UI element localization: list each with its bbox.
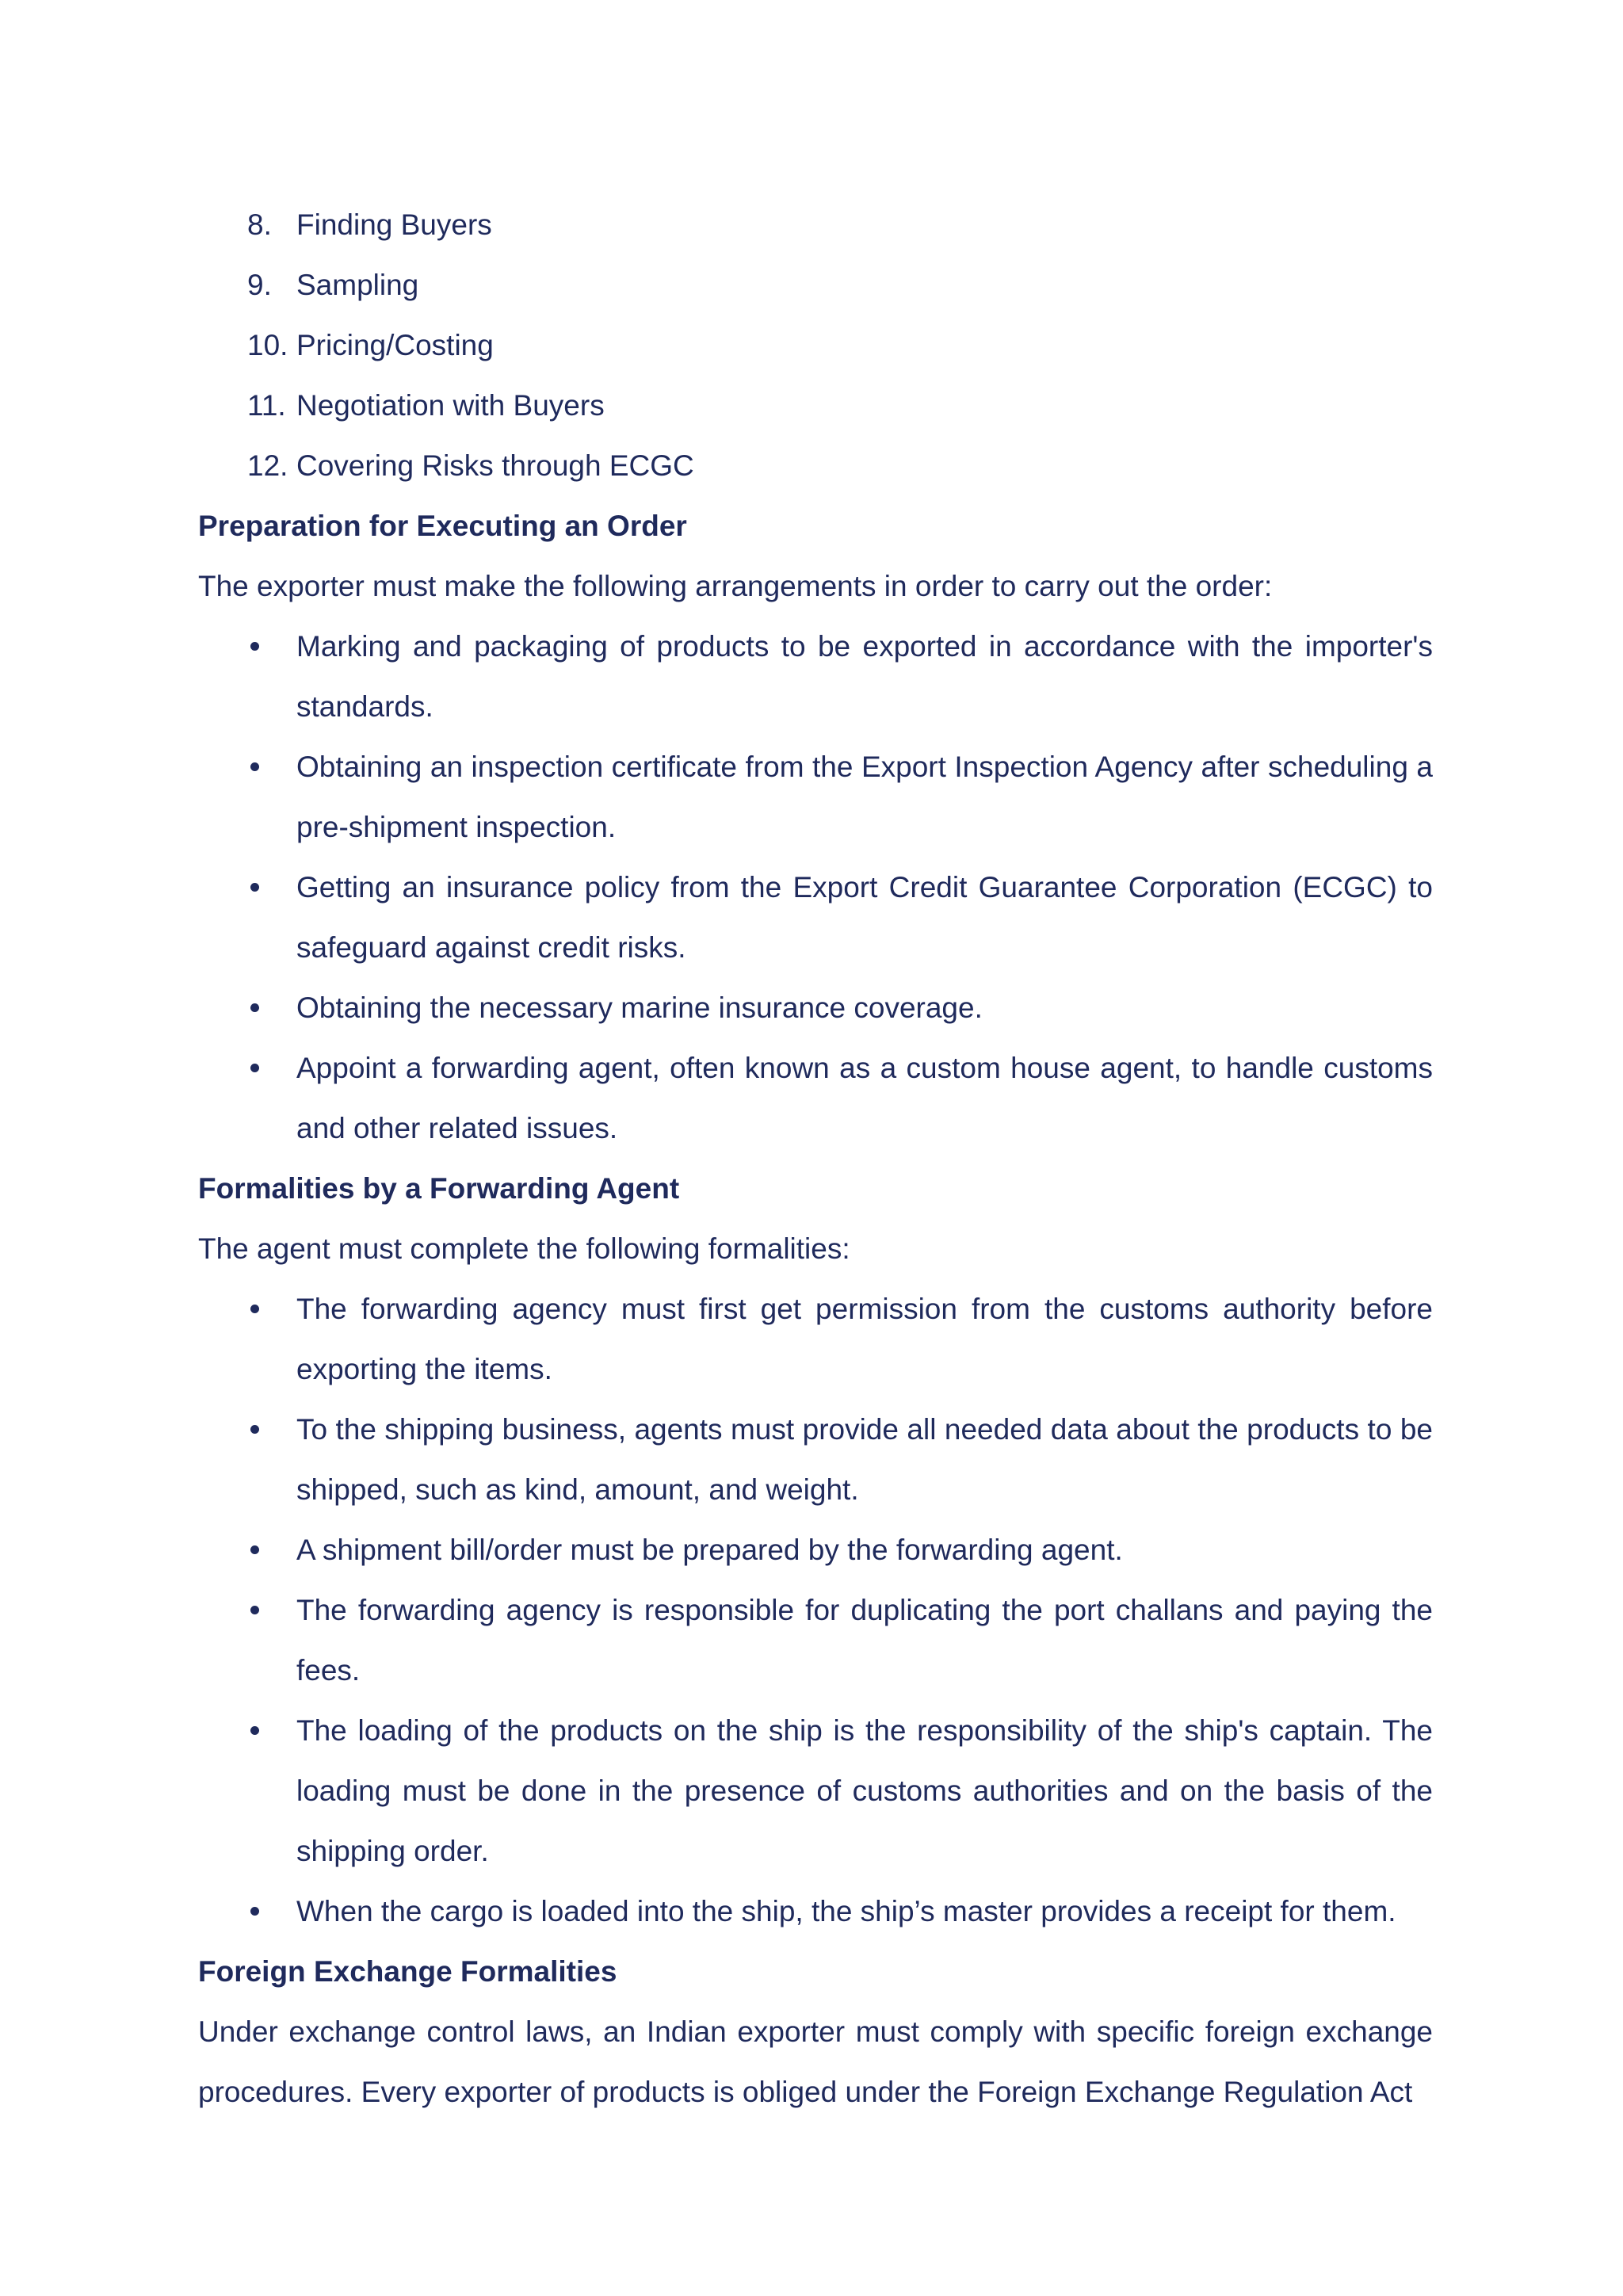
section-heading: Preparation for Executing an Order [198, 510, 687, 542]
list-text: Covering Risks through ECGC [296, 449, 694, 482]
list-number: 10. [247, 329, 288, 361]
bullet-text: Appoint a forwarding agent, often known as a custom house agent, to handle customs and other related issues. [296, 1052, 1433, 1144]
bullet-icon [250, 642, 259, 651]
section-intro: The agent must complete the following formalities: [198, 1232, 850, 1265]
bullet-text: A shipment bill/order must be prepared by the forwarding agent. [296, 1534, 1123, 1566]
bullet-icon [250, 1064, 259, 1072]
list-number: 11. [247, 389, 286, 422]
list-item [198, 436, 1433, 496]
list-text: Negotiation with Buyers [296, 389, 605, 422]
bullet-item [198, 1038, 1433, 1159]
list-text: Sampling [296, 269, 419, 301]
list-number: 8. [247, 208, 272, 241]
list-item [198, 195, 1433, 255]
bullet-icon [250, 1545, 259, 1554]
bullet-item [198, 978, 1433, 1038]
bullet-text: The forwarding agency must first get permission from the customs authority before exporting the items. [296, 1293, 1433, 1385]
bullet-text: Obtaining an inspection certificate from the Export Inspection Agency after scheduling a pre-shipment inspection. [296, 751, 1433, 843]
list-number: 9. [247, 269, 272, 301]
bullet-text: When the cargo is loaded into the ship, the ship’s master provides a receipt for them. [296, 1895, 1396, 1927]
bullet-icon [250, 1907, 259, 1916]
list-number: 12. [247, 449, 288, 482]
bullet-item [198, 1580, 1433, 1701]
bullet-text: Getting an insurance policy from the Export Credit Guarantee Corporation (ECGC) to safeguard against credit risks. [296, 871, 1433, 964]
section-heading: Foreign Exchange Formalities [198, 1955, 617, 1988]
bullet-text: The loading of the products on the ship is the responsibility of the ship's captain. The loading must be done in the presence of customs authorities and on the basis of the shipping order. [296, 1714, 1433, 1867]
bullet-item [198, 1701, 1433, 1881]
bullet-item [198, 617, 1433, 737]
bullet-icon [250, 1425, 259, 1434]
list-item [198, 255, 1433, 315]
list-text: Finding Buyers [296, 208, 492, 241]
bullet-text: Obtaining the necessary marine insurance coverage. [296, 991, 983, 1024]
bullet-list [198, 1279, 1433, 1942]
numbered-list [198, 195, 1433, 496]
list-text: Pricing/Costing [296, 329, 494, 361]
bullet-item [198, 1279, 1433, 1400]
bullet-icon [250, 1606, 259, 1614]
bullet-icon [250, 1726, 259, 1735]
bullet-icon [250, 762, 259, 771]
bullet-icon [250, 1003, 259, 1012]
bullet-item [198, 858, 1433, 978]
bullet-text: Marking and packaging of products to be exported in accordance with the importer's standards. [296, 630, 1433, 723]
list-item [198, 315, 1433, 376]
bullet-text: To the shipping business, agents must provide all needed data about the products to be shipped, such as kind, amount, and weight. [296, 1413, 1433, 1506]
list-item [198, 376, 1433, 436]
bullet-item [198, 1520, 1433, 1580]
bullet-icon [250, 1305, 259, 1313]
bullet-text: The forwarding agency is responsible for duplicating the port challans and paying the fees. [296, 1594, 1433, 1687]
bullet-item [198, 1881, 1433, 1942]
section-heading: Formalities by a Forwarding Agent [198, 1172, 680, 1205]
document-content [198, 195, 1433, 2122]
bullet-icon [250, 883, 259, 892]
section-paragraph: Under exchange control laws, an Indian exporter must comply with specific foreign exchange procedures. Every exporter of products is obliged under the Foreign Exchange Regulation Act [198, 2015, 1433, 2108]
bullet-item [198, 1400, 1433, 1520]
bullet-list [198, 617, 1433, 1159]
bullet-item [198, 737, 1433, 858]
section-intro: The exporter must make the following arrangements in order to carry out the order: [198, 570, 1273, 602]
